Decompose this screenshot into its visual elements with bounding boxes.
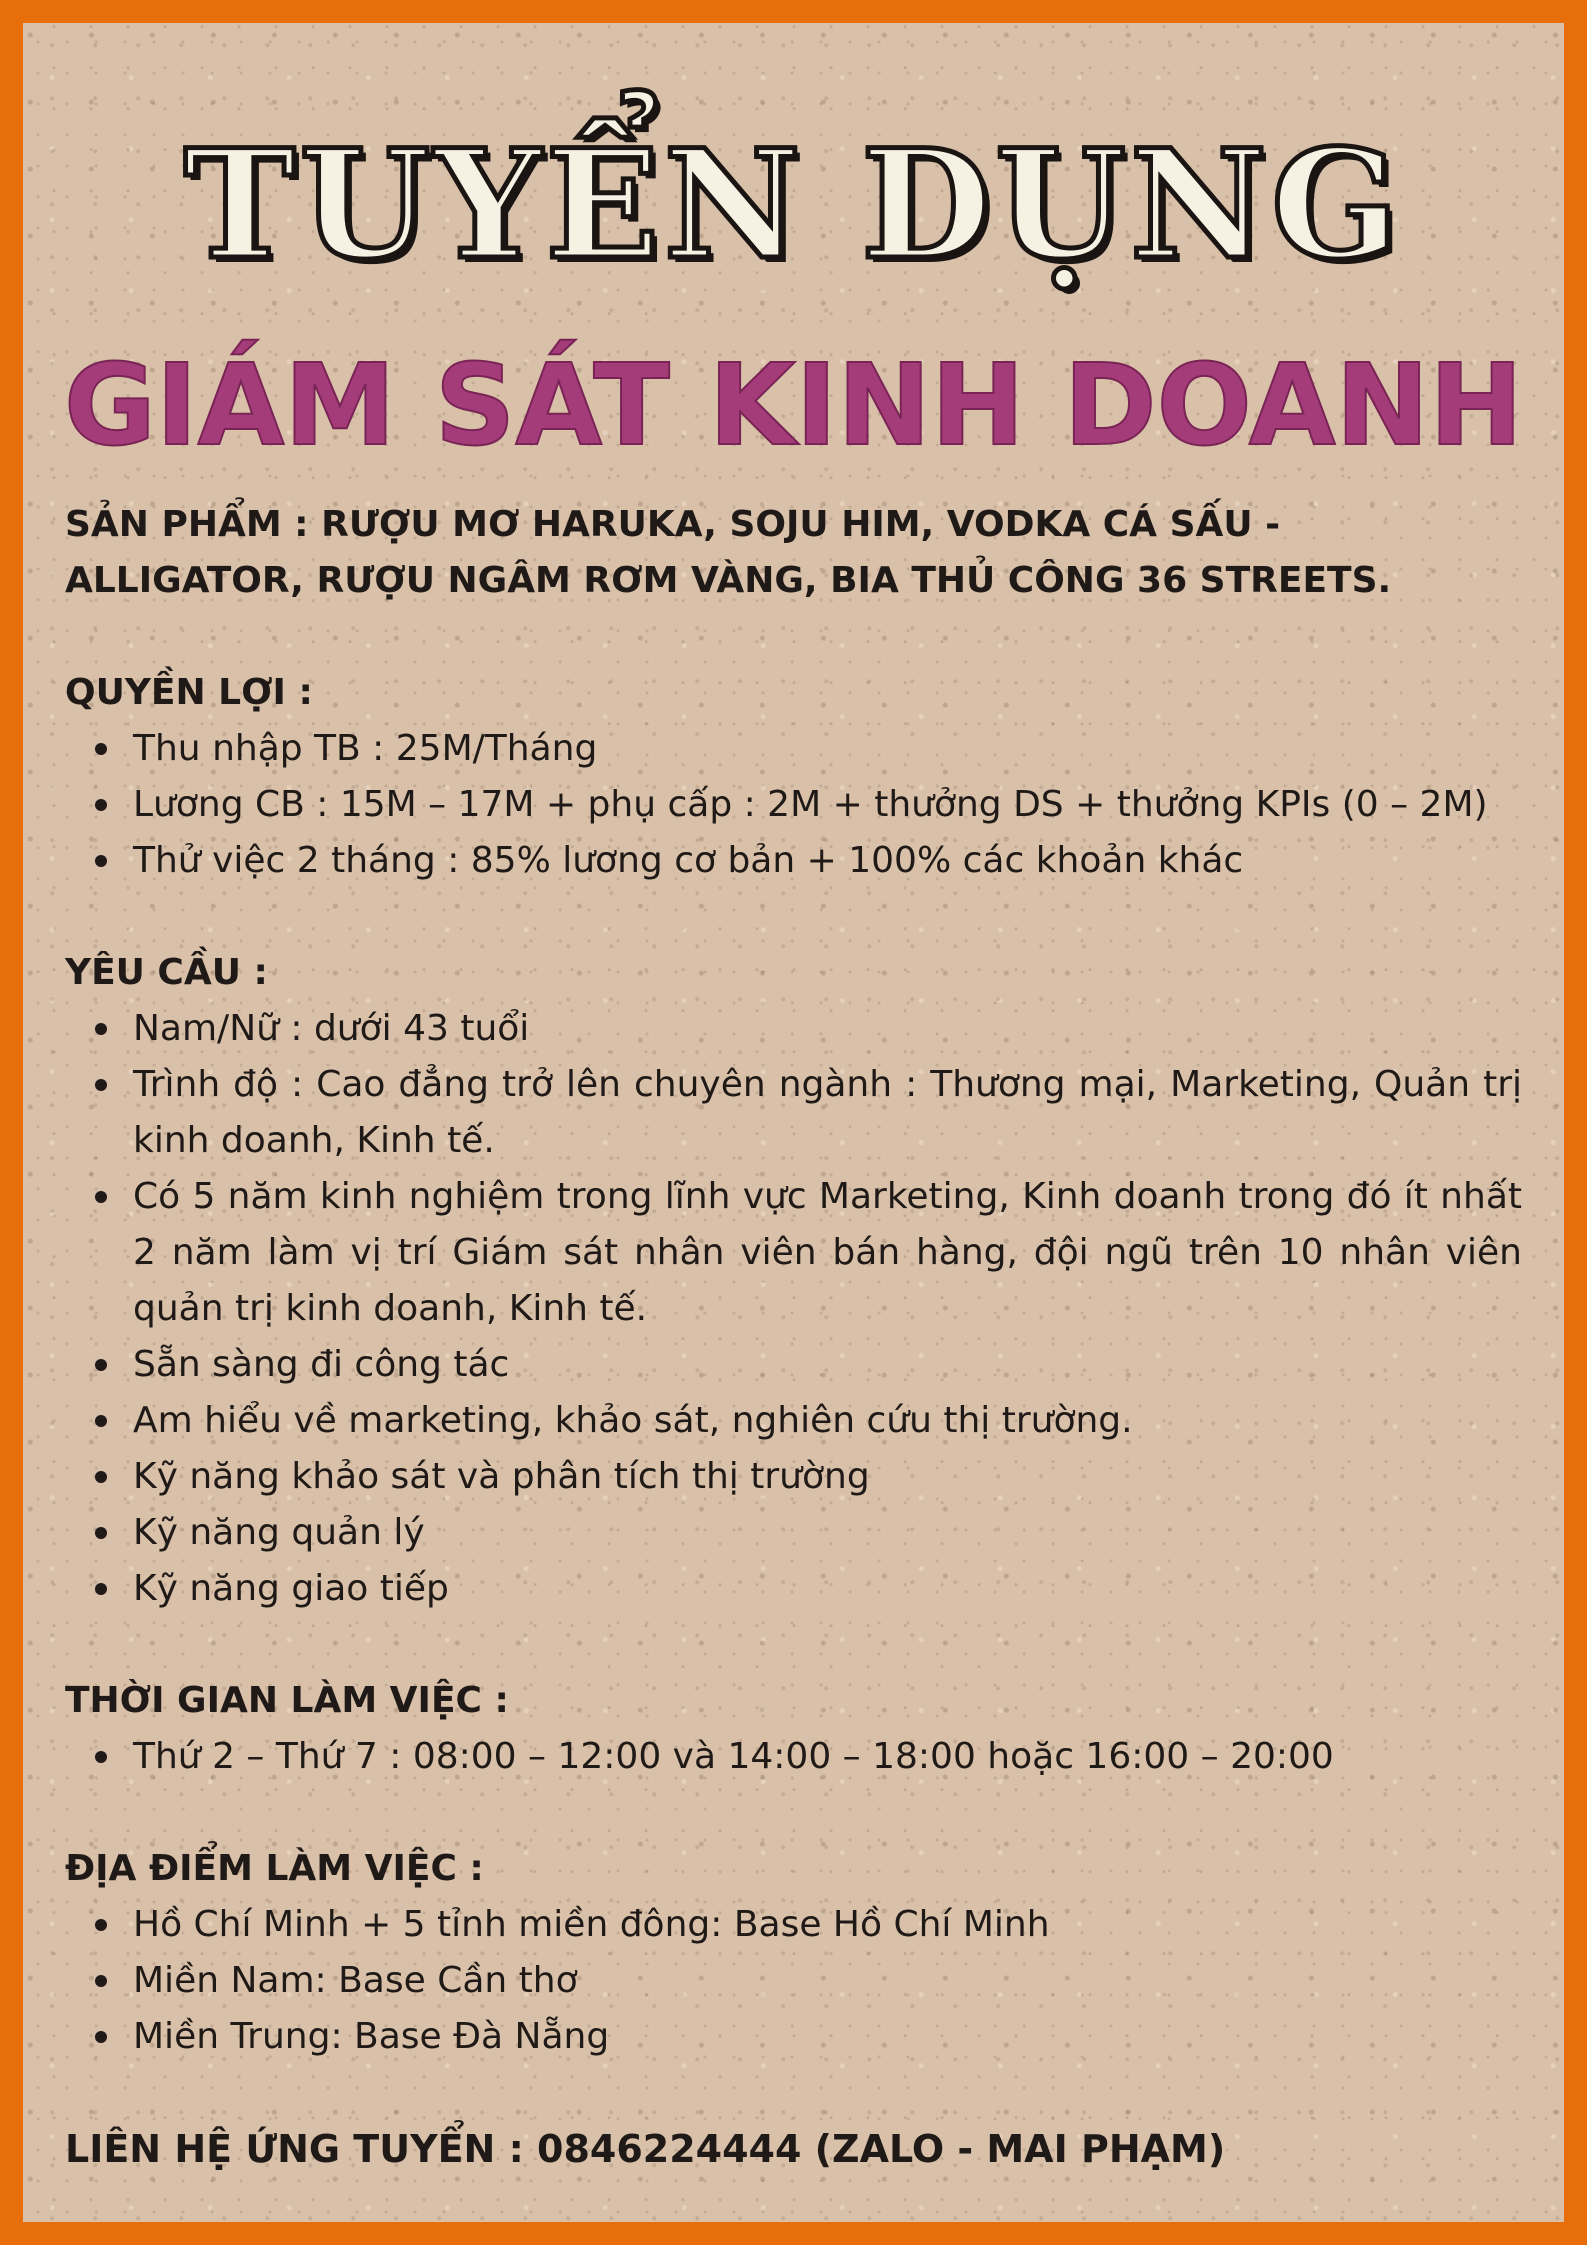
location-item: Miền Trung: Base Đà Nẵng	[65, 2009, 1522, 2065]
benefit-item: Thu nhập TB : 25M/Tháng	[65, 721, 1522, 777]
benefits-list	[65, 721, 1522, 889]
poster-content	[65, 497, 1522, 2215]
location-item: Hồ Chí Minh + 5 tỉnh miền đông: Base Hồ Chí Minh	[65, 1897, 1522, 1953]
working-hours-heading: THỜI GIAN LÀM VIỆC :	[65, 1680, 509, 1721]
requirement-item: Nam/Nữ : dưới 43 tuổi	[65, 1001, 1522, 1057]
requirement-item: Kỹ năng khảo sát và phân tích thị trường	[65, 1449, 1522, 1505]
benefit-item: Thử việc 2 tháng : 85% lương cơ bản + 100% các khoản khác	[65, 833, 1522, 889]
requirement-item: Kỹ năng giao tiếp	[65, 1561, 1522, 1617]
benefits-heading: QUYỀN LỢI :	[65, 672, 313, 713]
location-heading: ĐỊA ĐIỂM LÀM VIỆC :	[65, 1848, 484, 1889]
requirement-item: Am hiểu về marketing, khảo sát, nghiên cứu thị trường.	[65, 1393, 1522, 1449]
requirement-item: Có 5 năm kinh nghiệm trong lĩnh vực Marketing, Kinh doanh trong đó ít nhất 2 năm làm vị trí Giám sát nhân viên bán hàng, đội ngũ trên 10 nhân viên quản trị kinh doanh, Kinh tế.	[65, 1169, 1522, 1337]
location-section	[65, 1841, 1522, 2065]
working-hours-list	[65, 1729, 1522, 1785]
working-hours-item: Thứ 2 – Thứ 7 : 08:00 – 12:00 và 14:00 – 18:00 hoặc 16:00 – 20:00	[65, 1729, 1522, 1785]
location-item: Miền Nam: Base Cần thơ	[65, 1953, 1522, 2009]
products-text: SẢN PHẨM : RƯỢU MƠ HARUKA, SOJU HIM, VODKA CÁ SẤU - ALLIGATOR, RƯỢU NGÂM RƠM VÀNG, BIA THỦ CÔNG 36 STREETS.	[65, 504, 1392, 601]
poster-title: TUYỂN DỤNG	[183, 117, 1404, 293]
requirement-item: Trình độ : Cao đẳng trở lên chuyên ngành : Thương mại, Marketing, Quản trị kinh doanh, Kinh tế.	[65, 1057, 1522, 1169]
requirement-item: Kỹ năng quản lý	[65, 1505, 1522, 1561]
requirements-heading: YÊU CẦU :	[65, 952, 268, 993]
benefits-section	[65, 665, 1522, 889]
contact-line: LIÊN HỆ ỨNG TUYỂN : 0846224444 (ZALO - MAI PHẠM)	[65, 2127, 1226, 2171]
requirement-item: Sẵn sàng đi công tác	[65, 1337, 1522, 1393]
benefit-item: Lương CB : 15M – 17M + phụ cấp : 2M + thưởng DS + thưởng KPIs (0 – 2M)	[65, 777, 1522, 833]
requirements-list	[65, 1001, 1522, 1617]
location-list	[65, 1897, 1522, 2065]
job-title: GIÁM SÁT KINH DOANH	[63, 341, 1523, 471]
requirements-section	[65, 945, 1522, 1617]
working-hours-section	[65, 1673, 1522, 1785]
